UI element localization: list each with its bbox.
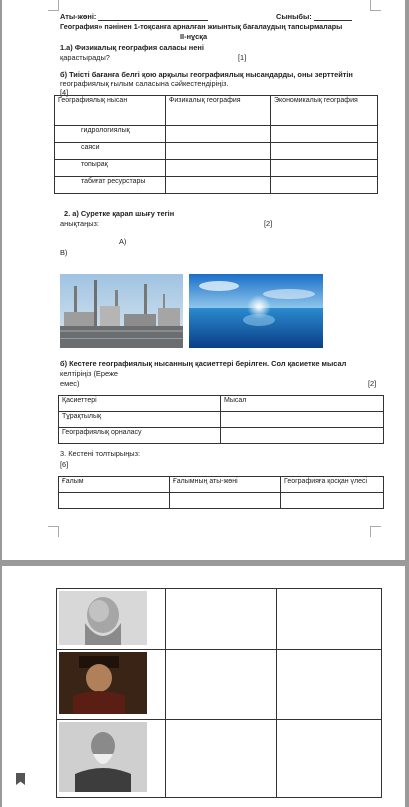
q2b-text-3: емес): [60, 379, 80, 388]
name-label: Аты-жөні:: [60, 12, 208, 21]
table-header: Географиялық нысан: [55, 96, 166, 126]
answer-cell[interactable]: [271, 143, 378, 160]
crop-mark: [370, 0, 381, 11]
table-header: Мысал: [221, 396, 384, 412]
answer-cell[interactable]: [166, 126, 271, 143]
table-header: Қасиеттері: [59, 396, 221, 412]
table-header: Ғалымның аты-жөні: [170, 477, 281, 493]
answer-cell[interactable]: [281, 493, 384, 509]
answer-cell[interactable]: [170, 493, 281, 509]
q1b-score: [4]: [60, 88, 69, 97]
answer-cell[interactable]: [271, 160, 378, 177]
table-header: Географияға қосқан үлесі: [281, 477, 384, 493]
q1a-score: [1]: [238, 53, 247, 62]
document-title: География» пәнінен 1-тоқсанға арналған жиынтық бағалаудың тапсырмалары: [60, 22, 343, 31]
sea-photo: [189, 274, 323, 348]
answer-cell[interactable]: [166, 177, 271, 194]
document-page-1: [2, 0, 405, 560]
q1a-text: 1.а) Физикалық география саласы нені: [60, 43, 204, 52]
industrial-plant-photo: [60, 274, 183, 348]
table-cell: гидрологиялық: [55, 126, 166, 143]
variant-label: ІІ-нұсқа: [180, 32, 208, 41]
table-cell: саяси: [55, 143, 166, 160]
scientist-photo-cell: [57, 589, 166, 650]
table-cell: Географиялық орналасу: [59, 428, 221, 444]
q2-table: [58, 395, 384, 444]
class-label: Сыныбы:: [276, 12, 352, 21]
answer-cell[interactable]: [271, 177, 378, 194]
table-cell: табиғат ресурстары: [55, 177, 166, 194]
answer-cell[interactable]: [271, 126, 378, 143]
answer-cell[interactable]: [221, 412, 384, 428]
scientist-photo-cell: [57, 720, 166, 798]
q2a-score: [2]: [264, 219, 273, 228]
q3-score: [6]: [60, 460, 69, 469]
crop-mark: [48, 0, 59, 11]
q1a-text-2: қарастырады?: [60, 53, 110, 62]
q2a-text-2: анықтаңыз:: [60, 219, 99, 228]
q3-text: 3. Кестені толтырыңыз:: [60, 449, 141, 458]
label-a: А): [119, 237, 127, 246]
answer-cell[interactable]: [277, 589, 382, 650]
table-header: Экономикалық география: [271, 96, 378, 126]
answer-cell[interactable]: [59, 493, 170, 509]
answer-cell[interactable]: [221, 428, 384, 444]
scientist-3-portrait: [59, 722, 147, 792]
q2b-text-2: келтіріңіз (Ереже: [60, 369, 119, 378]
answer-cell[interactable]: [277, 720, 382, 798]
table-cell: Тұрақтылық: [59, 412, 221, 428]
answer-cell[interactable]: [166, 589, 277, 650]
scientists-table: [56, 588, 382, 798]
table-header: Физикалық география: [166, 96, 271, 126]
q3-table: [58, 476, 384, 509]
q1b-text: б) Тиісті бағанға белгі қою арқылы географиялық нысандарды, оны зерттейтін: [60, 70, 353, 79]
q1-table: [54, 95, 378, 194]
answer-cell[interactable]: [277, 650, 382, 720]
label-b: В): [60, 248, 68, 257]
q2a-text: 2. а) Суретке қарап шығу тегін: [64, 209, 175, 218]
crop-mark: [48, 526, 59, 537]
scientist-2-portrait: [59, 652, 147, 714]
answer-cell[interactable]: [166, 143, 271, 160]
scientist-1-portrait: [59, 591, 147, 645]
answer-cell[interactable]: [166, 720, 277, 798]
answer-cell[interactable]: [166, 160, 271, 177]
table-header: Ғалым: [59, 477, 170, 493]
answer-cell[interactable]: [166, 650, 277, 720]
document-page-2: [2, 566, 405, 807]
crop-mark: [370, 526, 381, 537]
scientist-photo-cell: [57, 650, 166, 720]
q2b-score: [2]: [368, 379, 377, 388]
q2b-text: б) Кестеге географиялық нысанның қасиеттері берілген. Сол қасиетке мысал: [60, 359, 347, 368]
q1b-text-2: географиялық ғылым саласына сәйкестендіріңіз.: [60, 79, 229, 88]
table-cell: топырақ: [55, 160, 166, 177]
